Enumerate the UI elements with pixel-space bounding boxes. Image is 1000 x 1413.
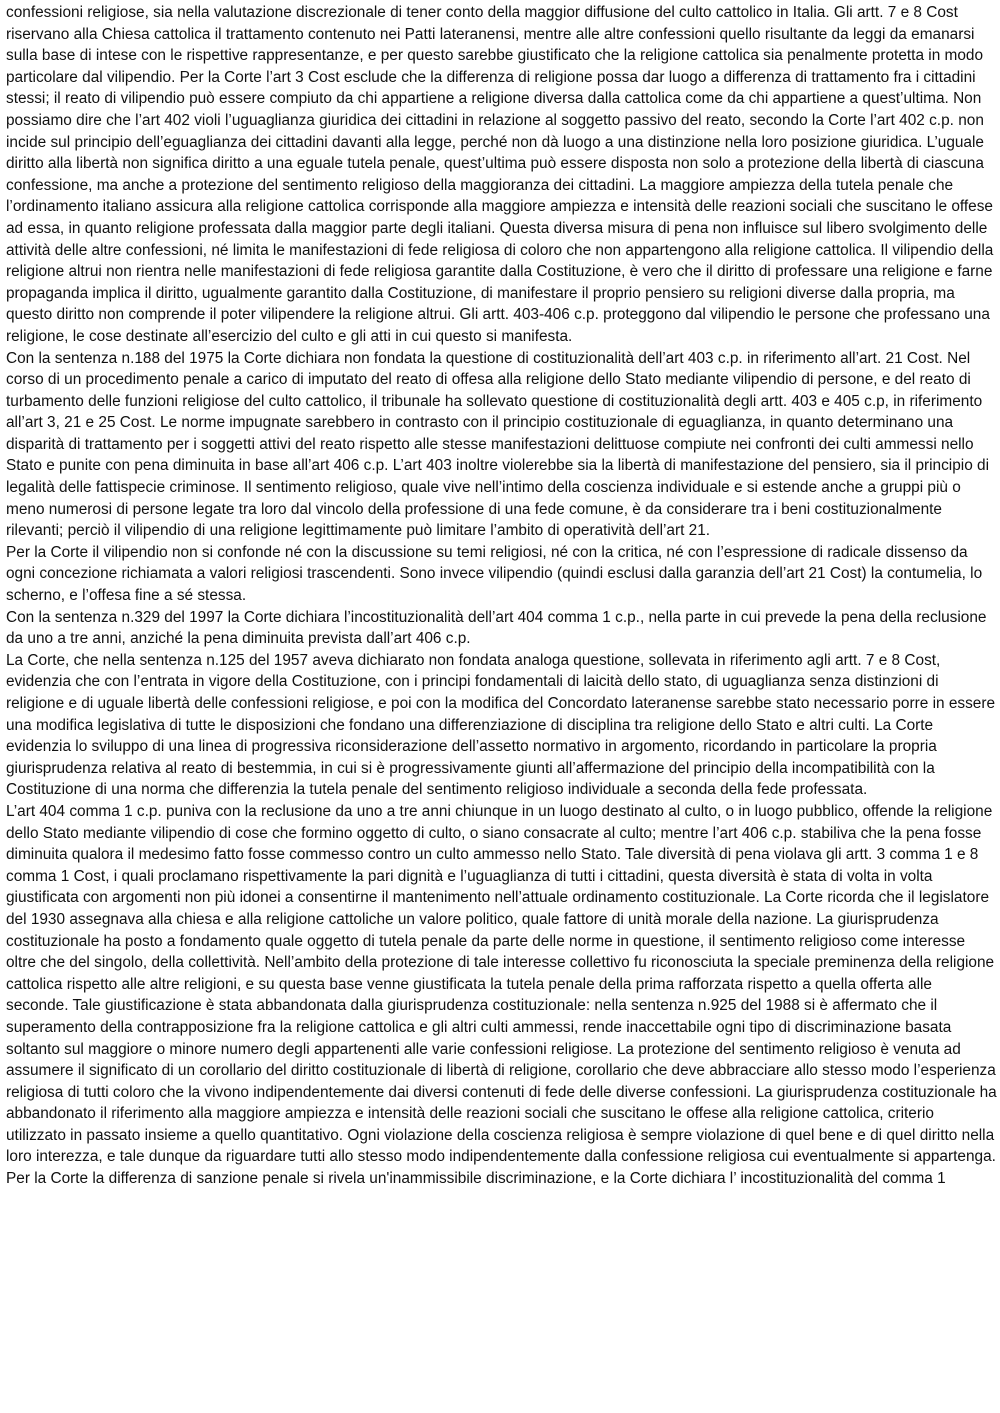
document-page [6, 2, 998, 1190]
paragraph-art-404-analisi: L’art 404 comma 1 c.p. puniva con la reclusione da uno a tre anni chiunque in un luogo destinato al culto, o in luogo pubblico, offende la religione dello Stato mediante vilipendio di cose che formino oggetto di culto, o siano consacrate al culto; mentre l’art 406 c.p. stabiliva che la pena fosse diminuita qualora il medesimo fatto fosse commesso contro un culto ammesso nello Stato. Tale diversità di pena violava gli artt. 3 comma 1 e 8 comma 1 Cost, i quali proclamano rispettivamente la pari dignità e l’uguaglianza di tutti i cittadini, questa diversità è stata di volta in volta giustificata con argomenti non più idonei a consentirne il mantenimento nell’attuale ordinamento costituzionale. La Corte ricorda che il legislatore del 1930 assegnava alla chiesa e alla religione cattoliche un valore politico, quale fattore di unità morale della nazione. La giurisprudenza costituzionale ha posto a fondamento quale oggetto di tutela penale da parte delle norme in questione, il sentimento religioso come interesse oltre che del singolo, della collettività. Nell’ambito della protezione di tale interesse collettivo fu riconosciuta la speciale preminenza della religione cattolica rispetto alle altre religioni, e su questa base venne giustificata la tutela penale della prima rafforzata rispetto a quella offerta alle seconde. Tale giustificazione è stata abbandonata dalla giurisprudenza costituzionale: nella sentenza n.925 del 1988 si è affermato che il superamento della contrapposizione fra la religione cattolica e gli altri culti ammessi, rende inaccettabile ogni tipo di discriminazione basata soltanto sul maggiore o minore numero degli appartenenti alle varie confessioni religiose. La protezione del sentimento religioso è venuta ad assumere il significato di un corollario del diritto costituzionale di libertà di religione, corollario che deve abbracciare allo stesso modo l’esperienza religiosa di tutti coloro che la vivono indipendentemente dai diversi contenuti di fede delle diverse confessioni. La giurisprudenza costituzionale ha abbandonato il riferimento alla maggiore ampiezza e intensità delle reazioni sociali che suscitano le offese alla religione cattolica, criterio utilizzato in passato insieme a quello quantitativo. Ogni violazione della coscienza religiosa è sempre violazione di quel bene e di quel diritto nella loro interezza, e tale dunque da riguardare tutti allo stesso modo indipendentemente dalla confessione religiosa cui eventualmente si appartenga. Per la Corte la differenza di sanzione penale si rivela un'inammissibile discriminazione, e la Corte dichiara l’ incostituzionalità del comma 1 [6, 802, 997, 1188]
paragraph-vilipendio-intro: confessioni religiose, sia nella valutazione discrezionale di tener conto della maggior diffusione del culto cattolico in Italia. Gli artt. 7 e 8 Cost riservano alla Chiesa cattolica il trattamento contenuto nei Patti lateranensi, mentre alle altre confessioni quello risultante da leggi da emanarsi sulla base di intese con le rispettive rappresentanze, e per questo sarebbe giustificato che la religione cattolica sia penalmente protetta in modo particolare dal vilipendio. Per la Corte l’art 3 Cost esclude che la differenza di religione possa dar luogo a differenza di trattamento fra i cittadini stessi; il reato di vilipendio può essere compiuto da chi appartiene a religione diversa dalla cattolica come da chi appartiene a quest’ultima. Non possiamo dire che l’art 402 violi l’uguaglianza giuridica dei cittadini in relazione al soggetto passivo del reato, secondo la Corte l’art 402 c.p. non incide sul principio dell’eguaglianza dei cittadini davanti alla legge, perché non dà luogo a una distinzione nella loro posizione giuridica. L’uguale diritto alla libertà non significa diritto a una eguale tutela penale, quest’ultima può essere disposta non solo a protezione della libertà di ciascuna confessione, ma anche a protezione del sentimento religioso della maggioranza dei cittadini. La maggiore ampiezza della tutela penale che l’ordinamento italiano assicura alla religione cattolica corrisponde alla maggiore ampiezza e intensità delle reazioni sociali che suscitano le offese ad essa, in quanto religione professata dalla maggior parte degli italiani. Questa diversa misura di pena non influisce sul libero svolgimento delle attività delle altre confessioni, né limita le manifestazioni di fede religiosa di coloro che non appartengono alla religione cattolica. Il vilipendio della religione altrui non rientra nelle manifestazioni di fede religiosa garantite dalla Costituzione, è vero che il diritto di professare una religione e farne propaganda implica il diritto, ugualmente garantito dalla Costituzione, di manifestare il proprio pensiero su religioni diverse dalla propria, ma questo diritto non comprende il poter vilipendere la religione altrui. Gli artt. 403-406 c.p. proteggono dal vilipendio le persone che professano una religione, le cose destinate all’esercizio del culto e gli atti in cui questo si manifesta. [6, 4, 994, 345]
paragraph-sentenza-125-1957: La Corte, che nella sentenza n.125 del 1957 aveva dichiarato non fondata analoga questione, sollevata in riferimento agli artt. 7 e 8 Cost, evidenzia che con l’entrata in vigore della Costituzione, con i principi fondamentali di laicità dello stato, di uguaglianza senza distinzioni di religione e di uguale libertà delle confessioni religiose, e poi con la modifica del Concordato lateranense sarebbe stato necessario porre in essere una modifica legislativa di tutte le disposizioni che fondano una differenziazione di disciplina tra religione dello Stato e altri culti. La Corte evidenzia lo sviluppo di una linea di progressiva riconsiderazione dell’assetto normativo in argomento, ricordando in particolare la propria giurisprudenza relativa al reato di bestemmia, in cui si è progressivamente giunti all’affermazione del principio della incompatibilità con la Costituzione di una norma che differenzia la tutela penale del sentimento religioso individuale a seconda della fede professata. [6, 651, 996, 799]
paragraph-definizione-vilipendio: Per la Corte il vilipendio non si confonde né con la discussione su temi religiosi, né con la critica, né con l’espressione di radicale dissenso da ogni concezione richiamata a valori religiosi trascendenti. Sono invece vilipendio (quindi esclusi dalla garanzia dell’art 21 Cost) la contumelia, lo scherno, e l’offesa fine a sé stessa. [6, 543, 983, 605]
paragraph-sentenza-188-1975: Con la sentenza n.188 del 1975 la Corte dichiara non fondata la questione di costituzionalità dell’art 403 c.p. in riferimento all’art. 21 Cost. Nel corso di un procedimento penale a carico di imputato del reato di offesa alla religione dello Stato mediante vilipendio di persone, e del reato di turbamento delle funzioni religiose del culto cattolico, il tribunale ha sollevato questione di costituzionalità degli artt. 403 e 405 c.p, in riferimento all’art 3, 21 e 25 Cost. Le norme impugnate sarebbero in contrasto con il principio costituzionale di eguaglianza, in quanto determinano una disparità di trattamento per i soggetti attivi del reato rispetto alle stesse manifestazioni delittuose compiute nei confronti dei culti ammessi nello Stato e punite con pena diminuita in base all’art 406 c.p. L’art 403 inoltre violerebbe sia la libertà di manifestazione del pensiero, sia il principio di legalità delle fattispecie criminose. Il sentimento religioso, quale vive nell’intimo della coscienza individuale e si estende anche a gruppi più o meno numerosi di persone legate tra loro dal vincolo della professione di una fede comune, è da considerare tra i beni costituzionalmente rilevanti; perciò il vilipendio di una religione legittimamente può limitare l’ambito di operatività dell’art 21. [6, 349, 990, 540]
paragraph-sentenza-329-1997: Con la sentenza n.329 del 1997 la Corte dichiara l’incostituzionalità dell’art 404 comma 1 c.p., nella parte in cui prevede la pena della reclusione da uno a tre anni, anziché la pena diminuita prevista dall’art 406 c.p. [6, 608, 987, 648]
